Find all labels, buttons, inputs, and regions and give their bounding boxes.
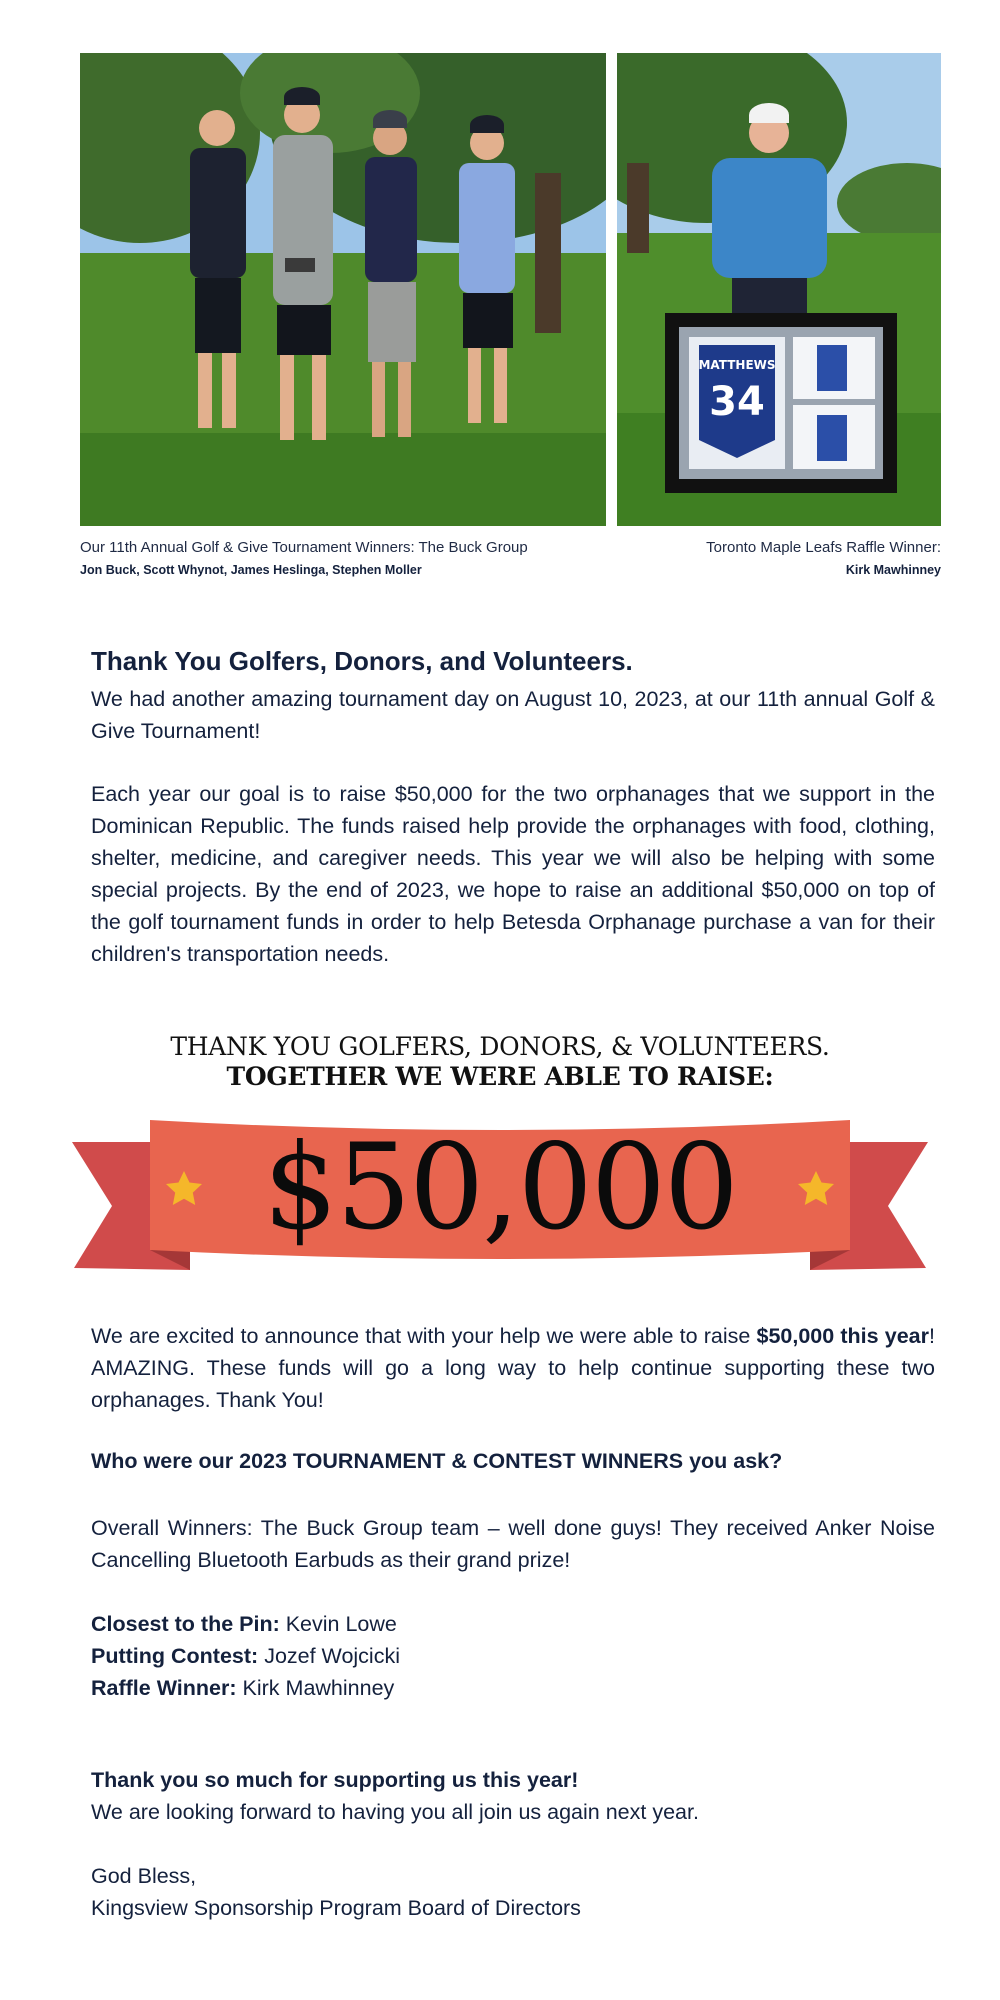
award-name: Kevin Lowe (285, 1612, 397, 1636)
banner-title-line2: TOGETHER WE WERE ABLE TO RAISE: (226, 1062, 774, 1091)
announcement-amount: $50,000 this year (756, 1324, 929, 1348)
announcement-text-before: We are excited to announce that with your help we were able to raise (91, 1324, 757, 1348)
winners-group-photo (80, 53, 606, 526)
signature: Kingsview Sponsorship Program Board of Directors (91, 1896, 581, 1920)
goal-paragraph: Each year our goal is to raise $50,000 for the two orphanages that we support in the Dominican Republic. The funds raised help provide the orphanages with food, clothing, shelter, medicine, and caregiver needs. This year we will also be helping with some special projects. By the end of 2023, we hope to raise an additional $50,000 on top of the golf tournament funds in order to help Betesda Orphanage purchase a van for their children's transportation needs. (91, 782, 935, 966)
announcement-text-after: ! AMAZING. These funds will go a long way to help continue supporting these two orphanages. Thank You! (91, 1324, 935, 1412)
award-name: Jozef Wojcicki (264, 1644, 400, 1668)
award-putting-contest (91, 1640, 400, 1672)
sign-off: God Bless, (91, 1864, 197, 1888)
announcement-paragraph (91, 1320, 935, 1416)
thanks-line: We are looking forward to having you all join us again next year. (91, 1800, 699, 1824)
amount-raised: $50,000 (263, 1118, 737, 1256)
award-closest-to-pin (91, 1608, 397, 1640)
jersey-name: MATTHEWS (698, 358, 776, 372)
right-photo-name: Kirk Mawhinney (845, 563, 941, 577)
award-raffle-winner (91, 1672, 394, 1704)
overall-winners: Overall Winners: The Buck Group team – well done guys! They received Anker Noise Cancelling Bluetooth Earbuds as their grand prize! (91, 1516, 935, 1572)
winners-question: Who were our 2023 TOURNAMENT & CONTEST WINNERS you ask? (91, 1449, 783, 1473)
thank-you-heading: Thank You Golfers, Donors, and Volunteers. (91, 646, 633, 676)
award-name: Kirk Mawhinney (242, 1676, 395, 1700)
thanks-heading: Thank you so much for supporting us this year! (91, 1768, 579, 1792)
award-label: Putting Contest: (91, 1644, 259, 1668)
award-label: Closest to the Pin: (91, 1612, 280, 1636)
left-photo-names: Jon Buck, Scott Whynot, James Heslinga, Stephen Moller (80, 563, 422, 577)
left-photo-caption: Our 11th Annual Golf & Give Tournament Winners: The Buck Group (80, 539, 528, 556)
right-photo-caption: Toronto Maple Leafs Raffle Winner: (706, 539, 941, 556)
banner-title-line1: THANK YOU GOLFERS, DONORS, & VOLUNTEERS. (170, 1032, 830, 1061)
award-label: Raffle Winner: (91, 1676, 237, 1700)
jersey-number: 34 (709, 379, 765, 425)
raffle-winner-photo (617, 53, 941, 526)
intro-paragraph: We had another amazing tournament day on August 10, 2023, at our 11th annual Golf & Give Tournament! (91, 687, 935, 743)
